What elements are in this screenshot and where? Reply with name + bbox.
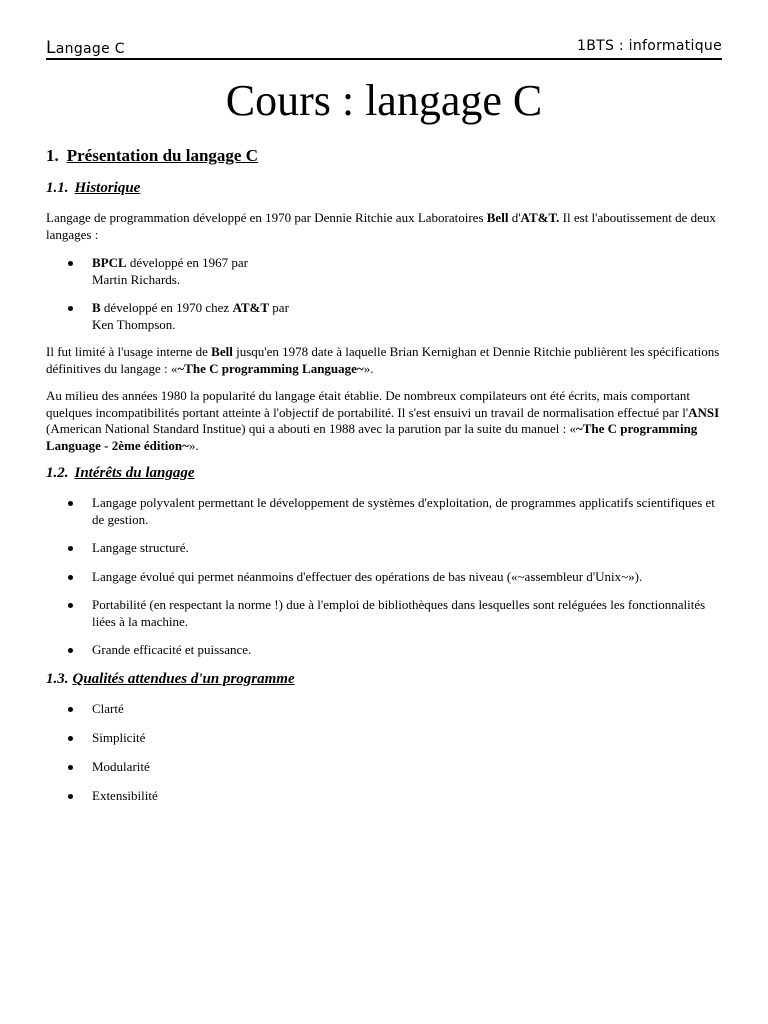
section-1-heading bbox=[46, 146, 258, 166]
subsection-1-3-number: 1.3. bbox=[46, 671, 69, 687]
text-run: Il est l'aboutissement de deux langages : bbox=[46, 210, 716, 242]
subsection-1-1-title: Historique bbox=[74, 180, 141, 196]
subsection-1-2-heading bbox=[46, 465, 195, 482]
text-run-bold: AT&T bbox=[232, 300, 270, 315]
text-run: Au milieu des années 1980 la popularité du langage était établie. De nombreux compilateurs ont été écrits, mais comportant quelques incompatibilités portant atteinte à l'objectif de portabilité. Il s'est ensuivi un travail de normalisation effectué par l' bbox=[46, 388, 691, 420]
qualites-list-3 bbox=[46, 759, 722, 776]
subsection-1-2-title: Intérêts du langage bbox=[74, 465, 195, 481]
interets-list-5 bbox=[46, 642, 722, 659]
qualites-list-2 bbox=[46, 730, 722, 747]
text-run-bold: Bell bbox=[211, 344, 233, 359]
text-run: Ken Thompson. bbox=[92, 316, 176, 332]
text-run: (American National Standard Institue) qui a abouti en 1988 avec la parution par la suite du manuel : « bbox=[46, 421, 576, 436]
text-run-bold: Bell bbox=[486, 210, 509, 225]
interets-list-2 bbox=[46, 540, 722, 557]
text-run: ». bbox=[188, 437, 199, 453]
subsection-1-1-number: 1.1. bbox=[46, 180, 69, 196]
subsection-1-3-title: Qualités attendues d'un programme bbox=[72, 671, 295, 687]
subsection-1-2-number: 1.2. bbox=[46, 465, 69, 481]
paragraph-bell-1978 bbox=[46, 344, 722, 377]
text-run: ». bbox=[363, 360, 374, 376]
interets-list-4 bbox=[46, 597, 722, 630]
section-1-number: 1. bbox=[46, 146, 59, 165]
interets-list-1 bbox=[46, 495, 722, 528]
text-run: Il fut limité à l'usage interne de bbox=[46, 344, 212, 359]
list-item bbox=[46, 300, 722, 333]
text-run-bold: ANSI bbox=[688, 404, 720, 420]
header-right: 1BTS : informatique bbox=[576, 38, 722, 54]
list-item: Portabilité (en respectant la norme !) due à l'emploi de bibliothèques dans lesquelles sont reléguées les fonctionnalités liées à la machine. bbox=[46, 597, 722, 630]
list-item: Modularité bbox=[46, 759, 722, 776]
text-run: développé en 1967 par bbox=[126, 255, 248, 270]
list-item: Extensibilité bbox=[46, 788, 722, 805]
book-title: ~The C programming Language - 2ème édition~ bbox=[46, 421, 698, 453]
subsection-1-3-heading bbox=[46, 671, 295, 688]
list-item: Simplicité bbox=[46, 730, 722, 747]
text-run: d' bbox=[508, 210, 521, 225]
list-item bbox=[46, 255, 722, 288]
list-item: Langage évolué qui permet néanmoins d'effectuer des opérations de bas niveau («~assembleur d'Unix~»). bbox=[46, 569, 722, 586]
paragraph-normalisation bbox=[46, 388, 722, 454]
header-left bbox=[46, 38, 125, 58]
list-item: Clarté bbox=[46, 701, 722, 718]
language-name: B bbox=[92, 300, 101, 315]
languages-list bbox=[46, 255, 722, 288]
qualites-list-1 bbox=[46, 701, 722, 718]
text-run: par bbox=[269, 300, 289, 315]
document-title: Cours : langage C bbox=[225, 76, 543, 125]
languages-list-2 bbox=[46, 300, 722, 333]
text-run-bold: AT&T. bbox=[520, 210, 560, 225]
text-run: Langage de programmation développé en 1970 par Dennie Ritchie aux Laboratoires bbox=[46, 210, 487, 225]
text-run: jusqu'en 1978 date à laquelle Brian Kernighan et Dennie Ritchie publièrent les spécifications définitives du langage : « bbox=[46, 344, 720, 376]
language-name: BPCL bbox=[92, 255, 127, 270]
list-item: Grande efficacité et puissance. bbox=[46, 642, 722, 659]
interets-list-3 bbox=[46, 569, 722, 586]
subsection-1-1-heading bbox=[46, 180, 140, 197]
header-left-rest: angage C bbox=[55, 41, 125, 57]
text-run: développé en 1970 chez bbox=[100, 300, 233, 315]
qualites-list-4 bbox=[46, 788, 722, 805]
section-1-title: Présentation du langage C bbox=[66, 146, 258, 165]
text-run: Martin Richards. bbox=[92, 271, 181, 287]
paragraph-historique-intro bbox=[46, 210, 722, 243]
header-left-initial: L bbox=[46, 38, 56, 58]
book-title: ~The C programming Language~ bbox=[177, 360, 364, 376]
header-rule bbox=[46, 58, 722, 60]
list-item: Langage structuré. bbox=[46, 540, 722, 557]
list-item: Langage polyvalent permettant le développement de systèmes d'exploitation, de programmes applicatifs scientifiques et de gestion. bbox=[46, 495, 722, 528]
